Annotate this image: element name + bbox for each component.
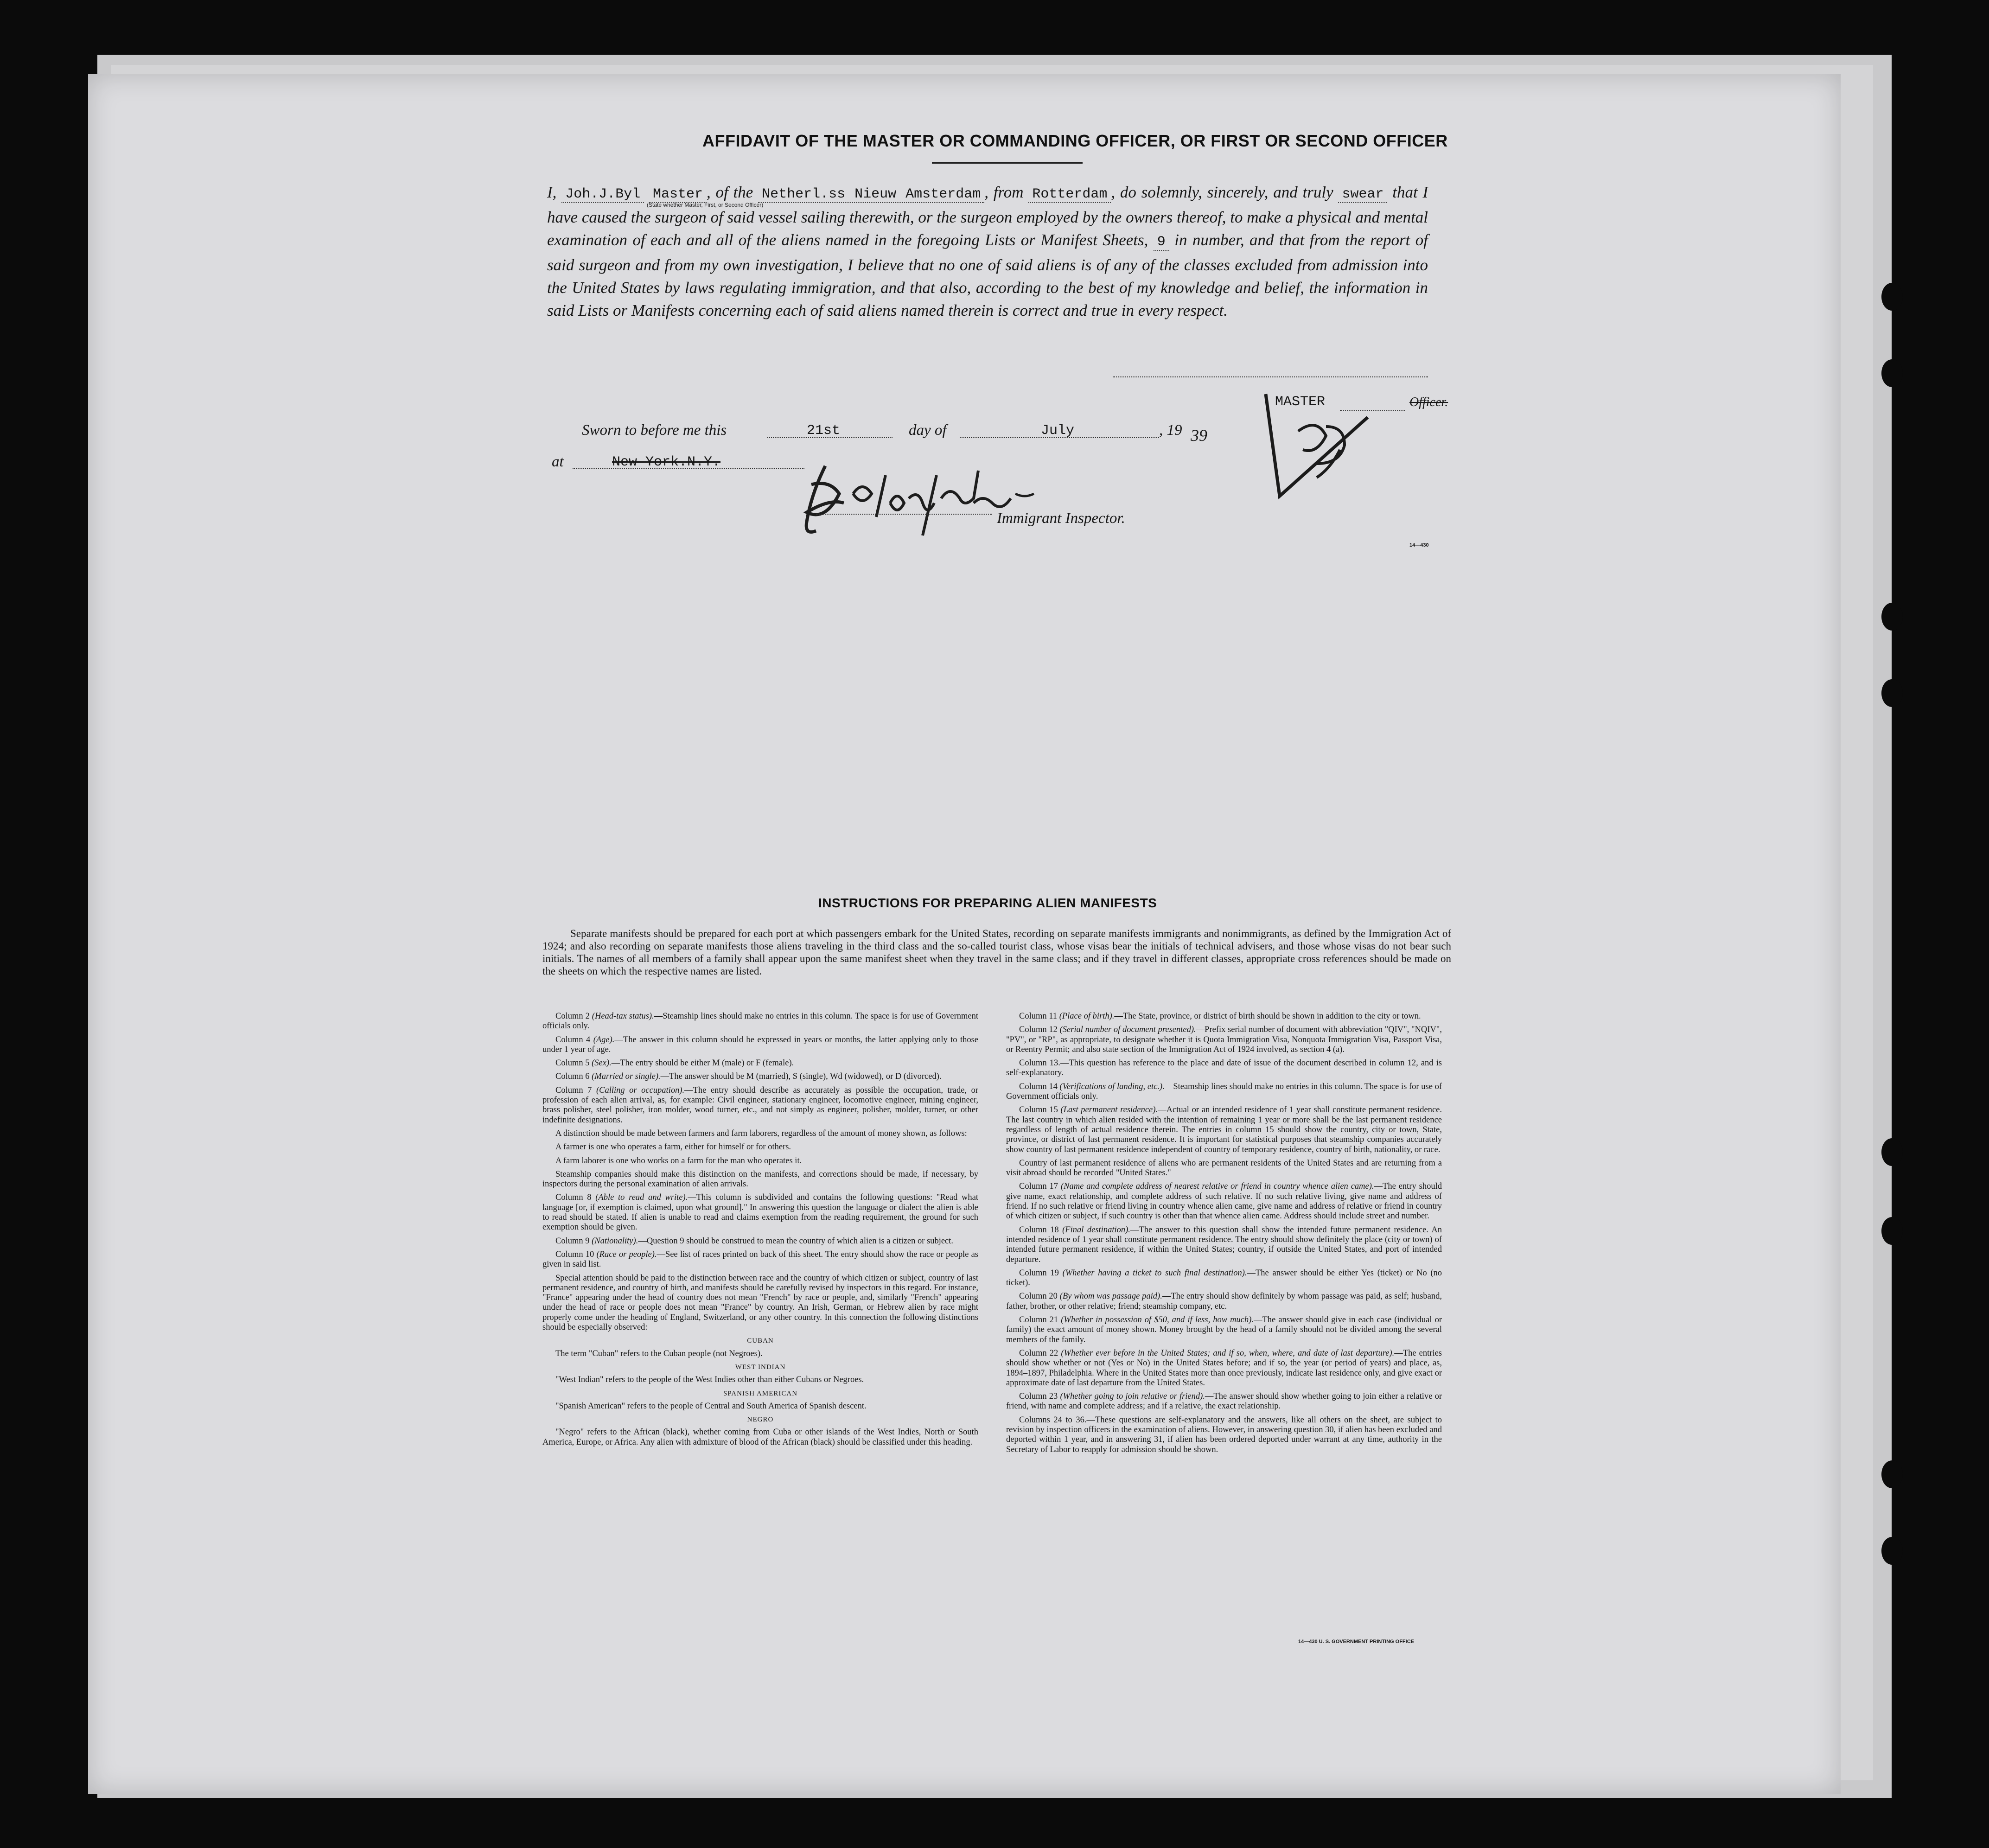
instruction-item: Column 22 (Whether ever before in the United States; and if so, when, where, and date of last departure).—The entries should show whether or not (Yes or No) in the United States before; and if so, the year (or period of years) and place, as, 1894–1897, Philadelphia. Where in the United States more than once previously, indicate last residence only, and give exact or approximate date of last departure from the United States. — [1006, 1348, 1442, 1388]
instruction-item: Column 11 (Place of birth).—The State, province, or district of birth should be shown in addition to the city or town. — [1019, 1012, 1421, 1021]
instruction-item: Column 15 (Last permanent residence).—Actual or an intended residence of 1 year shall constitute permanent residence. The last country in which alien resided with the intention of remaining 1 year or more shall be the last permanent residence regardless of length of actual residence therein. The entries in column 15 should show the country, city or town, State, province, or district of last permanent residence. It is important for statistical purposes that steamship companies accurately show country of last permanent residence independent of country of temporary residence, country of birth, nationality, or race. — [1006, 1105, 1442, 1154]
instruction-item: Column 13.—This question has reference to the place and date of issue of the document described in column 12, and is self-explanatory. — [1006, 1058, 1442, 1078]
officer-signature-scrawl — [1261, 385, 1382, 510]
affidavit-text: in number, and that from the report of said surgeon and from my own investigation, I believe that no one of said aliens is of any of the classes excluded from admission into the United States by laws regulating immigration, and that also, according to the best of my knowledge and belief, the information in said Lists or Manifests concerning each of said aliens named therein is correct and true in every respect. — [547, 231, 1428, 319]
officer-signature-line — [1113, 376, 1428, 377]
title-rule — [932, 162, 1083, 164]
binder-hole — [1881, 679, 1903, 707]
instruction-item: Country of last permanent residence of aliens who are permanent residents of the United States and are returning from a visit abroad should be recorded "United States." — [1006, 1158, 1442, 1178]
sworn-label: Sworn to before me this — [582, 422, 727, 439]
instruction-item: Column 14 (Verifications of landing, etc.).—Steamship lines should make no entries in this column. The space is for use of Government officials only. — [1006, 1082, 1442, 1102]
west-indian-heading: WEST INDIAN — [735, 1363, 786, 1371]
officer-title-typed: MASTER — [1275, 394, 1326, 410]
officer-title-suffix: Officer. — [1409, 395, 1448, 409]
instruction-item: A distinction should be made between farmers and farm laborers, regardless of the amount of money shown, as follows: — [555, 1128, 967, 1138]
year-prefix: , 19 — [1159, 422, 1182, 439]
officer-rank-field: Master — [649, 186, 707, 203]
instruction-item: Column 7 (Calling or occupation).—The entry should describe as accurately as possible the occupation, trade, or profession of each alien arrival, as, for example: Civil engineer, stationary engineer, locomotive engineer, mining engineer, brass polisher, steel polisher, iron molder, wood turner, etc., and not simply as engineer, polisher, molder, turner, or other indefinite designations. — [542, 1085, 979, 1125]
instruction-item: A farmer is one who operates a farm, either for himself or for others. — [555, 1142, 791, 1152]
instructions-right-column — [1006, 1012, 1442, 1459]
sworn-month: July — [1041, 423, 1075, 439]
instruction-item: Column 2 (Head-tax status).—Steamship lines should make no entries in this column. The space is for use of Government officials only. — [542, 1012, 979, 1031]
cuban-heading: CUBAN — [747, 1337, 774, 1345]
cuban-text: The term "Cuban" refers to the Cuban people (not Negroes). — [555, 1349, 763, 1358]
affidavit-word: solemnly, sincerely, and truly — [1141, 183, 1333, 201]
instruction-item: Columns 24 to 36.—These questions are self-explanatory and the answers, like all others on the sheet, are subject to revision by inspection officers in the examination of aliens. However, in answering question 30, if alien has been excluded and deported within 1 year, and in answering 31, if alien has been ordered deported under warrant at any time, authority in the Secretary of Labor to reapply for admission should be shown. — [1006, 1415, 1442, 1454]
instruction-item: Column 17 (Name and complete address of nearest relative or friend in country whence alien came).—The entry should give name, exact relationship, and complete address of such relative. If no such relative living, give name and address of friend. If no such relative or friend living in country whence alien came, give name and address of relative or friend in country of which citizen or subject, if such country is other than that whence alien came. Address should include street and number. — [1006, 1182, 1442, 1221]
day-of-label: day of — [909, 422, 947, 439]
instruction-item: Column 9 (Nationality).—Question 9 should be construed to mean the country of which alien is a citizen or subject. — [555, 1236, 954, 1246]
binder-hole — [1881, 1138, 1903, 1166]
negro-heading: NEGRO — [747, 1416, 774, 1424]
instructions-left-column — [542, 1012, 978, 1451]
vessel-field: Netherl.ss Nieuw Amsterdam — [758, 186, 984, 203]
printing-office-footer: 14—430 U. S. GOVERNMENT PRINTING OFFICE — [1298, 1639, 1414, 1644]
instruction-item: Column 19 (Whether having a ticket to such final destination).—The answer should be either Yes (ticket) or No (no ticket). — [1006, 1268, 1442, 1288]
instruction-item: Column 6 (Married or single).—The answer should be M (married), S (single), Wd (widowed), or D (divorced). — [555, 1072, 942, 1082]
at-label: at — [552, 453, 564, 470]
instruction-item: Column 5 (Sex).—The entry should be either M (male) or F (female). — [555, 1058, 794, 1068]
binder-hole — [1881, 1217, 1903, 1245]
instruction-item: Column 8 (Able to read and write).—This column is subdivided and contains the following questions: "Read what language [or, if exemption is claimed, upon what ground]." In answering this question the language or dialect the alien is able to read should be stated. If alien is unable to read and claims exemption from the reading requirement, the ground for such exemption should be given. — [542, 1193, 978, 1232]
inspector-label: Immigrant Inspector. — [997, 510, 1125, 527]
affidavit-word: I, — [547, 183, 557, 201]
inspector-signature — [797, 457, 1122, 540]
instruction-item: Column 18 (Final destination).—The answer to this question shall show the intended future permanent residence. An intended residence of 1 year shall constitute permanent residence. The entry should show definitely the place (city or town) of intended future permanent residence, if within the United States; country, if outside the United States, and port of intended departure. — [1006, 1225, 1442, 1264]
form-number: 14—430 — [1409, 542, 1429, 548]
sworn-place: New York.N.Y. — [612, 454, 721, 470]
instruction-item: A farm laborer is one who works on a farm for the man who operates it. — [555, 1156, 802, 1166]
affidavit-word: , from — [984, 183, 1024, 201]
binder-hole — [1881, 359, 1903, 387]
instructions-intro-text: Separate manifests should be prepared for each port at which passengers embark for the United States, recording on separate manifests immigrants and nonimmigrants, as defined by the Immigration Act of 1924; and also recording on separate manifests those aliens traveling in the third class and the so-called tourist class, whose visas bear the initials of technical advisers, and those whose visas do not bear such initials. The names of all members of a family shall appear upon the same manifest sheet when they travel in the same class; and if they travel in different classes, appropriate cross references should be made on the sheets on which the respective names are listed. — [542, 928, 1451, 977]
instruction-item: Column 4 (Age).—The answer in this column should be expressed in years or months, the latter applying only to those under 1 year of age. — [542, 1035, 979, 1054]
instruction-item: Column 20 (By whom was passage paid).—The entry should show definitely by whom passage was paid, as self; husband, father, brother, or other relative; friend; steamship company, etc. — [1006, 1292, 1442, 1311]
affidavit-title: AFFIDAVIT OF THE MASTER OR COMMANDING OFFICER, OR FIRST OR SECOND OFFICER — [702, 131, 1448, 150]
binder-hole — [1881, 1537, 1903, 1565]
sworn-year: 39 — [1191, 426, 1207, 445]
negro-text: "Negro" refers to the African (black), whether coming from Cuba or other islands of the West Indies, North or South America, Europe, or Africa. Any alien with admixture of blood of the African (black) should be classified under this heading. — [542, 1427, 978, 1447]
port-field: Rotterdam — [1028, 186, 1111, 203]
instructions-intro — [542, 927, 1451, 977]
affidavit-word: , do — [1111, 183, 1136, 201]
instruction-item: Special attention should be paid to the distinction between race and the country of which citizen or subject, country of last permanent residence, and country of birth, and manifests should be carefully revised by inspectors in this regard. For instance, "France" appearing under the head of country does not mean "French" by race or people, and, similarly "French" appearing under the head of race or people does not mean "France" by country. An Irish, German, or Hebrew alien by race might properly come under the heading of England, Switzerland, or any other country. In this connection the following distinctions should be especially observed: — [542, 1273, 978, 1332]
instructions-title: INSTRUCTIONS FOR PREPARING ALIEN MANIFESTS — [818, 896, 1157, 910]
binder-hole — [1881, 603, 1903, 631]
spanish-american-heading: SPANISH AMERICAN — [723, 1389, 798, 1397]
spanish-american-text: "Spanish American" refers to the people of Central and South America of Spanish descent. — [555, 1401, 867, 1411]
instruction-item: Steamship companies should make this distinction on the manifests, and corrections should be made, if necessary, by inspectors during the personal examination of alien arrivals. — [542, 1169, 978, 1189]
binder-hole — [1881, 1460, 1903, 1488]
sheet-count-field: 9 — [1154, 234, 1169, 251]
rank-instruction-note: (State whether Master, First, or Second Officer) — [647, 202, 764, 208]
oath-field: swear — [1338, 186, 1387, 203]
west-indian-text: "West Indian" refers to the people of the West Indies other than either Cubans or Negroes. — [555, 1375, 864, 1385]
binder-hole — [1881, 283, 1903, 311]
instruction-item: Column 10 (Race or people).—See list of races printed on back of this sheet. The entry should show the race or people as given in said list. — [542, 1249, 979, 1269]
affidavit-text: that I have caused the surgeon of said vessel sailing therewith, or the surgeon employed by the owners thereof, to make a physical and mental examination of each and all of the aliens named in the foregoing Lists or Manifest Sheets, — [547, 183, 1428, 249]
sworn-day: 21st — [807, 423, 841, 439]
instruction-item: Column 23 (Whether going to join relative or friend).—The answer should show whether going to join either a relative or friend, with name and complete address; and if a relative, the exact relationship. — [1006, 1392, 1442, 1411]
instruction-item: Column 12 (Serial number of document presented).—Prefix serial number of document with abbreviation "QIV", "NQIV", "PV", or "RP", as appropriate, to designate whether it is Quota Immigration Visa, Nonquota Immigration Visa, Passport Visa, or Reentry Permit; and also state section of the Immigration Act of 1924 involved, as section 4 (a). — [1006, 1025, 1442, 1054]
inspector-line — [816, 514, 992, 515]
officer-name-field: Joh.J.Byl — [561, 186, 644, 203]
affidavit-word: , of the — [707, 183, 753, 201]
instruction-item: Column 21 (Whether in possession of $50, and if less, how much).—The answer should give in each case (individual or family) the exact amount of money shown. Money brought by the head of a family should not be divided among the several members of the family. — [1006, 1315, 1442, 1345]
